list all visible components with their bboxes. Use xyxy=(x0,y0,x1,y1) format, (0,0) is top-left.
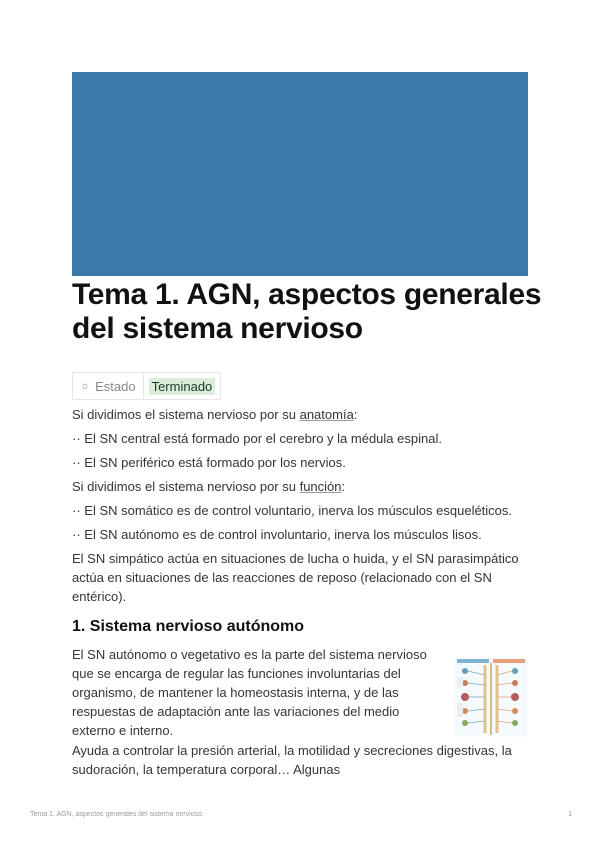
property-value[interactable] xyxy=(144,373,221,399)
paragraph: El SN autónomo o vegetativo es la parte del sistema nervioso que se encarga de regular las funciones involuntarias del organismo, de mantener la homeostasis interna, y de las respuestas de adaptación ante las variaciones del medio externo e interno. xyxy=(72,647,427,738)
property-label: Estado xyxy=(95,378,136,394)
property-row-estado[interactable] xyxy=(72,372,221,400)
list-item: ·· El SN central está formado por el cerebro y la médula espinal. xyxy=(72,431,442,446)
text: : xyxy=(353,407,358,422)
link-funcion[interactable]: función xyxy=(299,479,342,494)
page-number: 1 xyxy=(568,811,572,818)
paragraph: El SN simpático actúa en situaciones de lucha o huida, y el SN parasimpático actúa en situaciones de las reacciones de reposo (relacionado con el SN entérico). xyxy=(72,551,519,604)
page-title: Tema 1. AGN, aspectos generales del sistema nervioso xyxy=(72,278,542,345)
text: Si dividimos el sistema nervioso por su xyxy=(72,479,300,494)
footer-title: Tema 1. AGN, aspectos generales del sistema nervioso xyxy=(30,811,202,818)
gear-icon: ☼ xyxy=(80,380,91,392)
link-anatomia[interactable]: anatomía xyxy=(299,407,354,422)
list-item: ·· El SN periférico está formado por los nervios. xyxy=(72,455,346,470)
text: Si dividimos el sistema nervioso por su xyxy=(72,407,300,422)
list-item: ·· El SN somático es de control voluntario, inerva los músculos esqueléticos. xyxy=(72,503,513,518)
paragraph-anatomia xyxy=(72,405,532,424)
diagram-image xyxy=(455,657,527,737)
list-item: ·· El SN autónomo es de control involuntario, inerva los músculos lisos. xyxy=(72,527,482,542)
status-badge: Terminado xyxy=(149,378,216,395)
section-heading: 1. Sistema nervioso autónomo xyxy=(72,618,305,635)
paragraph-funcion xyxy=(72,477,532,496)
property-name xyxy=(73,373,144,399)
text: : xyxy=(341,479,346,494)
cover-image xyxy=(72,72,528,276)
nervous-system-diagram-thumbnail[interactable] xyxy=(455,657,527,737)
paragraph: Ayuda a controlar la presión arterial, la motilidad y secreciones digestivas, la sudoración, la temperatura corporal… Algunas xyxy=(72,743,512,777)
